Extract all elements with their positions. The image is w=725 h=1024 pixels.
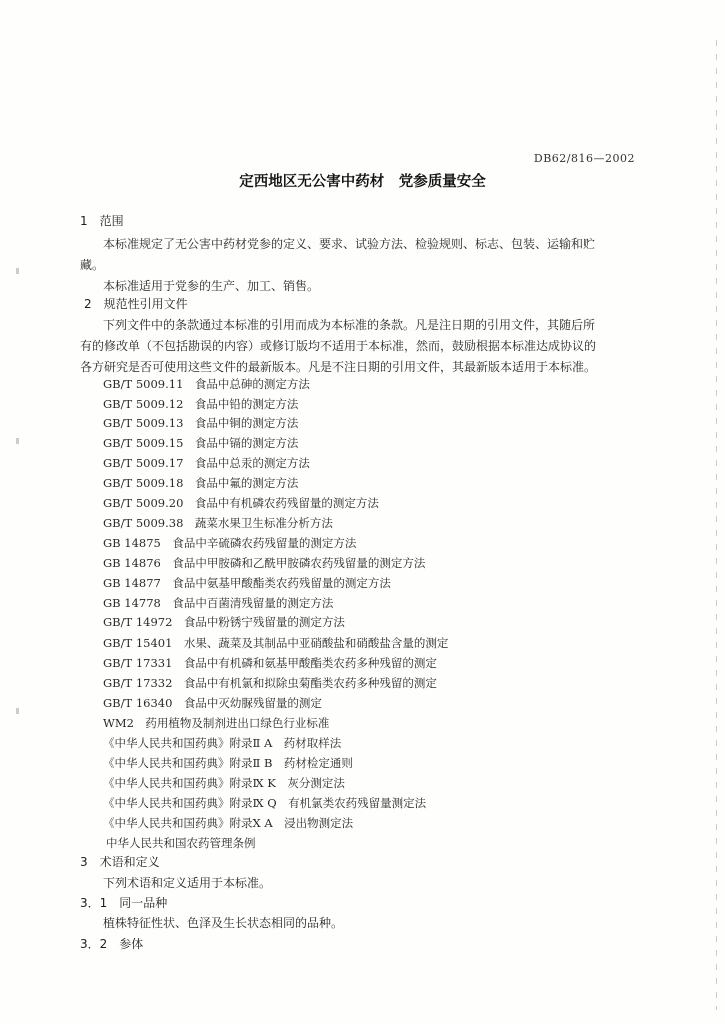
section-1-paragraph-line: 本标准规定了无公害中药材党参的定义、要求、试验方法、检验规则、标志、包装、运输和贮: [103, 237, 596, 251]
section-3-intro: 下列术语和定义适用于本标准。: [103, 876, 272, 890]
term-3-1-heading: 3．1 同一品种: [80, 896, 168, 910]
section-1-heading: 1 范围: [80, 214, 124, 228]
section-2-intro-line: 各方研究是否可使用这些文件的最新版本。凡是不注日期的引用文件，其最新版本适用于本标准。: [80, 360, 597, 374]
section-2-intro-line: 下列文件中的条款通过本标准的引用而成为本标准的条款。凡是注日期的引用文件，其随后所: [103, 318, 596, 332]
reference-item: GB/T 16340 食品中灭幼脲残留量的测定: [103, 696, 322, 710]
reference-item: GB/T 14972 食品中粉锈宁残留量的测定方法: [103, 615, 345, 629]
reference-item: 《中华人民共和国药典》附录Ⅹ A 浸出物测定法: [103, 816, 354, 830]
section-1-paragraph-line: 藏。: [80, 258, 105, 272]
reference-item: GB/T 5009.17 食品中总汞的测定方法: [103, 456, 310, 470]
margin-mark: [16, 438, 19, 444]
reference-item: GB/T 17332 食品中有机氯和拟除虫菊酯类农药多种残留的测定: [103, 676, 437, 690]
reference-item: 《中华人民共和国药典》附录Ⅱ A 药材取样法: [103, 736, 342, 750]
reference-item: GB 14875 食品中辛硫磷农药残留量的测定方法: [103, 536, 357, 550]
reference-item: GB/T 17331 食品中有机磷和氨基甲酸酯类农药多种残留的测定: [103, 656, 437, 670]
reference-item: GB/T 5009.38 蔬菜水果卫生标准分析方法: [103, 516, 333, 530]
section-1-scope-line: 本标准适用于党参的生产、加工、销售。: [103, 279, 320, 293]
reference-item: 《中华人民共和国药典》附录Ⅸ K 灰分测定法: [103, 776, 345, 790]
document-title: 定西地区无公害中药材 党参质量安全: [239, 174, 486, 190]
reference-item: GB/T 5009.15 食品中镉的测定方法: [103, 436, 299, 450]
reference-item: 《中华人民共和国药典》附录Ⅸ Q 有机氯类农药残留量测定法: [103, 796, 427, 810]
reference-item: GB 14778 食品中百菌清残留量的测定方法: [103, 596, 334, 610]
section-3-heading: 3 术语和定义: [80, 855, 160, 869]
reference-item: GB/T 5009.12 食品中铅的测定方法: [103, 397, 299, 411]
document-code: DB62/816—2002: [533, 152, 635, 165]
reference-item: 中华人民共和国农药管理条例: [106, 836, 256, 850]
term-3-2-heading: 3．2 参体: [80, 937, 144, 951]
reference-item: GB/T 5009.18 食品中氟的测定方法: [103, 476, 299, 490]
section-2-intro-line: 有的修改单（不包括勘误的内容）或修订版均不适用于本标准，然而，鼓励根据本标准达成协议的: [80, 339, 597, 353]
reference-item: GB/T 15401 水果、蔬菜及其制品中亚硝酸盐和硝酸盐含量的测定: [103, 636, 449, 650]
reference-item: 《中华人民共和国药典》附录Ⅱ B 药材检定通则: [103, 756, 353, 770]
reference-item: GB 14876 食品中甲胺磷和乙酰甲胺磷农药残留量的测定方法: [103, 556, 426, 570]
reference-item: GB/T 5009.13 食品中铜的测定方法: [103, 416, 299, 430]
margin-mark: [16, 268, 19, 274]
reference-item: GB/T 5009.20 食品中有机磷农药残留量的测定方法: [103, 496, 379, 510]
margin-mark: [16, 708, 19, 714]
section-2-heading: 2 规范性引用文件: [84, 297, 188, 311]
reference-item: WM2 药用植物及制剂进出口绿色行业标准: [103, 716, 330, 730]
term-3-1-definition: 植株特征性状、色泽及生长状态相同的品种。: [103, 916, 344, 930]
reference-item: GB 14877 食品中氨基甲酸酯类农药残留量的测定方法: [103, 576, 391, 590]
reference-item: GB/T 5009.11 食品中总砷的测定方法: [103, 377, 310, 391]
